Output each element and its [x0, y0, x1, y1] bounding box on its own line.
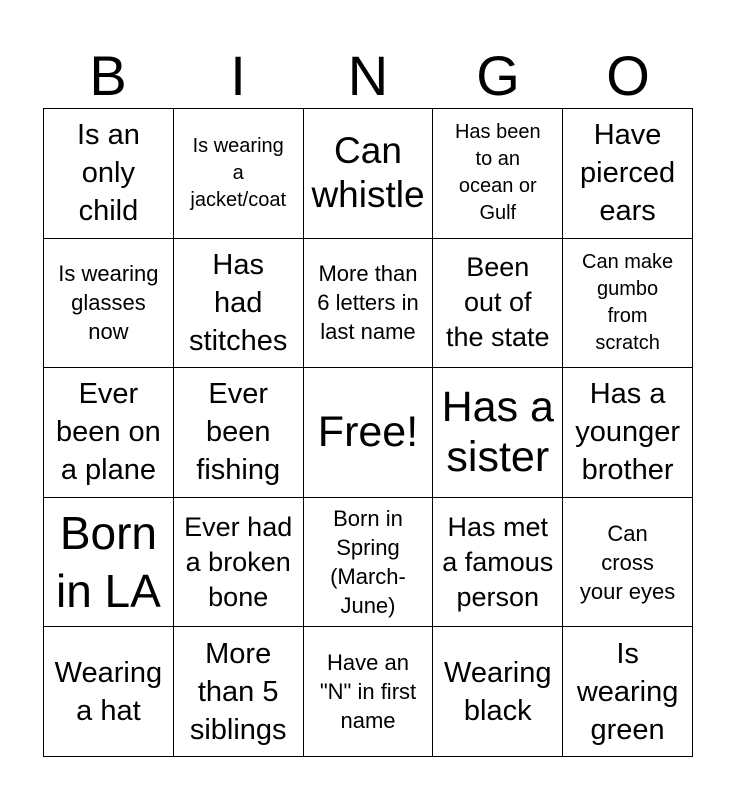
bingo-cell[interactable]: [304, 627, 434, 757]
header-letter-o: O: [606, 44, 650, 107]
bingo-header: [43, 44, 693, 108]
header-letter-n: N: [347, 44, 389, 107]
bingo-cell[interactable]: [433, 239, 563, 369]
cell-text: Is wearing a jacket/coat: [190, 134, 286, 211]
bingo-cell[interactable]: [433, 109, 563, 239]
cell-text: Can cross your eyes: [579, 520, 676, 604]
cell-text: Has a sister: [441, 383, 554, 482]
bingo-cell[interactable]: [44, 498, 174, 628]
free-space-cell[interactable]: [304, 368, 434, 498]
header-letter-b: B: [89, 44, 127, 107]
bingo-cell[interactable]: [563, 627, 693, 757]
bingo-cell[interactable]: [44, 239, 174, 369]
bingo-cell[interactable]: [304, 239, 434, 369]
bingo-cell[interactable]: [304, 498, 434, 628]
cell-text: Ever been on a plane: [55, 378, 161, 487]
cell-text: Has had stitches: [189, 248, 288, 357]
bingo-cell[interactable]: [174, 627, 304, 757]
cell-text: Can make gumbo from scratch: [582, 250, 674, 354]
header-letter-g: G: [476, 44, 520, 107]
bingo-cell[interactable]: [433, 627, 563, 757]
cell-text: Been out of the state: [446, 252, 550, 353]
cell-text: Wearing black: [444, 656, 552, 727]
cell-text: Has been to an ocean or Gulf: [454, 121, 541, 225]
bingo-cell[interactable]: [44, 109, 174, 239]
cell-text: Born in Spring (March- June): [330, 506, 406, 619]
bingo-cell[interactable]: [174, 368, 304, 498]
bingo-cell[interactable]: [563, 498, 693, 628]
header-letter-i: I: [230, 44, 246, 107]
cell-text: Is an only child: [76, 119, 140, 228]
bingo-cell[interactable]: [563, 368, 693, 498]
bingo-cell[interactable]: [44, 368, 174, 498]
cell-text: Have an "N" in first name: [319, 650, 417, 734]
bingo-cell[interactable]: [563, 239, 693, 369]
bingo-cell[interactable]: [44, 627, 174, 757]
bingo-cell[interactable]: [563, 109, 693, 239]
bingo-cell[interactable]: [433, 368, 563, 498]
cell-text: Has met a famous person: [442, 511, 554, 612]
bingo-cell[interactable]: [174, 498, 304, 628]
bingo-cell[interactable]: [174, 239, 304, 369]
cell-text: Wearing a hat: [54, 656, 163, 727]
cell-text: Can whistle: [311, 130, 425, 216]
cell-text: More than 6 letters in last name: [317, 261, 419, 345]
bingo-cell[interactable]: [174, 109, 304, 239]
cell-text: Born in LA: [55, 507, 161, 618]
free-space-text: Free!: [317, 408, 419, 457]
cell-text: Is wearing green: [576, 637, 679, 746]
cell-text: Ever had a broken bone: [184, 511, 293, 612]
bingo-grid: [43, 108, 693, 757]
bingo-cell[interactable]: [433, 498, 563, 628]
cell-text: Ever been fishing: [196, 378, 281, 487]
cell-text: Is wearing glasses now: [58, 261, 159, 345]
cell-text: Have pierced ears: [580, 119, 676, 228]
cell-text: More than 5 siblings: [189, 637, 287, 746]
bingo-cell[interactable]: [304, 109, 434, 239]
cell-text: Has a younger brother: [575, 378, 680, 487]
